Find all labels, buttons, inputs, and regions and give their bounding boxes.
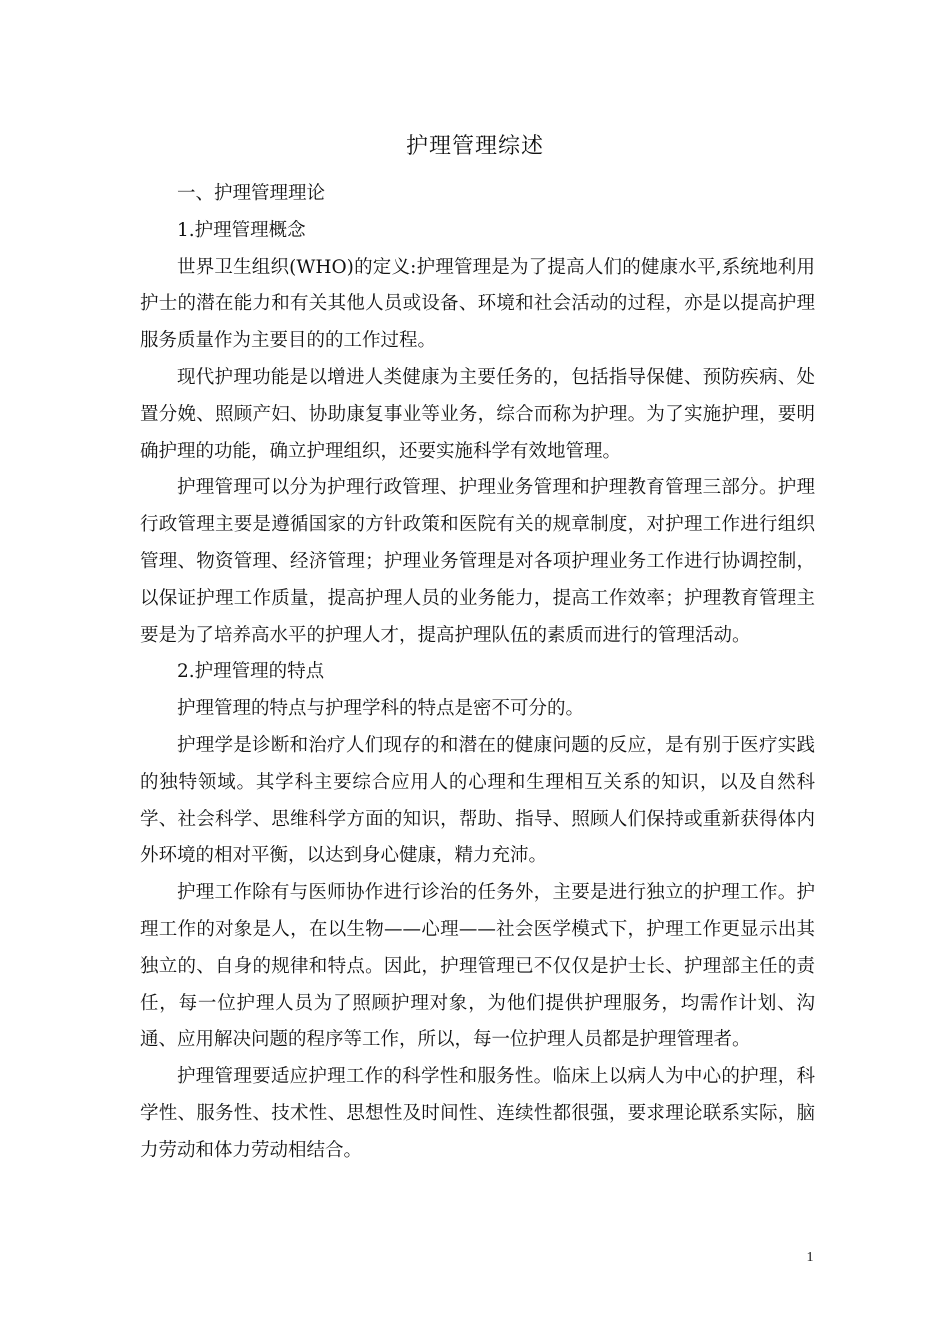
body-paragraph: 护理管理要适应护理工作的科学性和服务性。临床上以病人为中心的护理，科学性、服务性、技术性、思想性及时间性、连续性都很强，要求理论联系实际，脑力劳动和体力劳动相结合。 [140, 1066, 815, 1161]
document-title: 护理管理综述 [405, 134, 544, 159]
body-paragraph: 世界卫生组织(WHO)的定义:护理管理是为了提高人们的健康水平,系统地利用护士的潜在能力和有关其他人员或设备、环境和社会活动的过程，亦是以提高护理服务质量作为主要目的的工作过程。 [140, 256, 815, 352]
document-body [140, 176, 815, 1170]
body-paragraph: 现代护理功能是以增进人类健康为主要任务的，包括指导保健、预防疾病、处置分娩、照顾产妇、协助康复事业等业务，综合而称为护理。为了实施护理，要明确护理的功能，确立护理组织，还要实施科学有效地管理。 [140, 366, 815, 462]
body-paragraph: 护理管理可以分为护理行政管理、护理业务管理和护理教育管理三部分。护理行政管理主要是遵循国家的方针政策和医院有关的规章制度，对护理工作进行组织管理、物资管理、经济管理；护理业务管理是对各项护理业务工作进行协调控制，以保证护理工作质量，提高护理人员的业务能力，提高工作效率；护理教育管理主要是为了培养高水平的护理人才，提高护理队伍的素质而进行的管理活动。 [140, 477, 815, 646]
body-paragraph: 护理工作除有与医师协作进行诊治的任务外，主要是进行独立的护理工作。护理工作的对象是人，在以生物——心理——社会医学模式下，护理工作更显示出其独立的、自身的规律和特点。因此，护理管理已不仅仅是护士长、护理部主任的责任，每一位护理人员为了照顾护理对象，为他们提供护理服务，均需作计划、沟通、应用解决问题的程序等工作，所以，每一位护理人员都是护理管理者。 [140, 882, 815, 1051]
body-paragraph: 护理管理的特点与护理学科的特点是密不可分的。 [177, 698, 585, 720]
subsection-heading: 2.护理管理的特点 [177, 661, 325, 683]
body-paragraph: 护理学是诊断和治疗人们现存的和潜在的健康问题的反应，是有别于医疗实践的独特领域。其学科主要综合应用人的心理和生理相互关系的知识，以及自然科学、社会科学、思维科学方面的知识，帮助、指导、照顾人们保持或重新获得体内外环境的相对平衡，以达到身心健康，精力充沛。 [140, 734, 815, 867]
section-heading: 一、护理管理理论 [177, 183, 326, 204]
page-number: 1 [806, 1250, 814, 1265]
subsection-heading: 1.护理管理概念 [177, 219, 306, 241]
